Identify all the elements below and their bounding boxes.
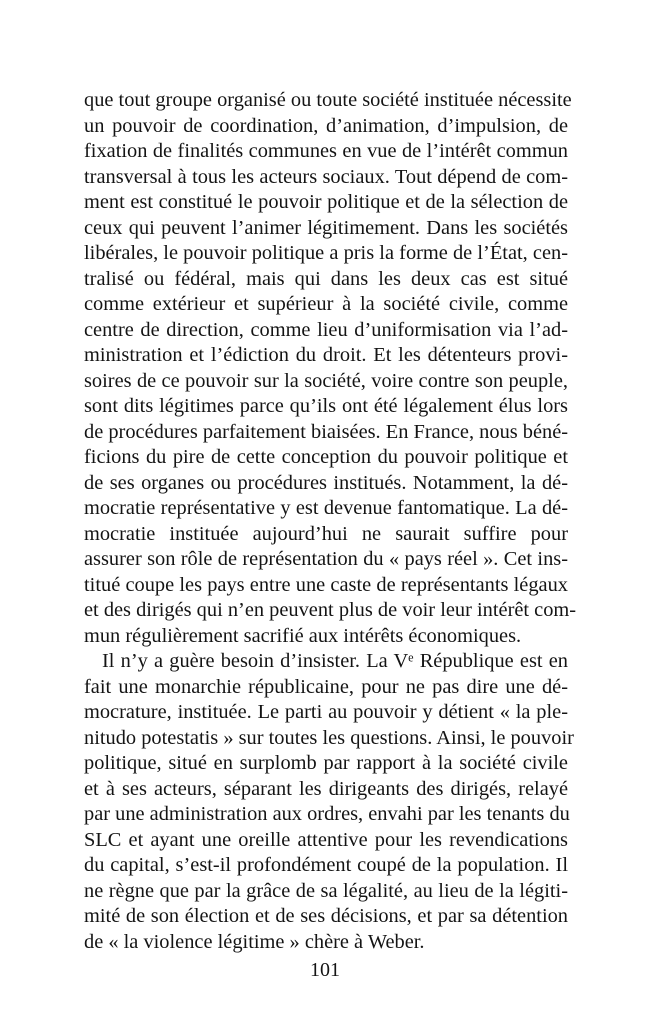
paragraph	[84, 649, 574, 955]
text-line: nitudo potestatis » sur toutes les questions. Ainsi, le pouvoir	[84, 726, 574, 749]
text-line: assurer son rôle de représentation du « pays réel ». Cet ins-	[84, 548, 568, 570]
text-line: mocratie représentative y est devenue fantomatique. La dé-	[84, 497, 568, 519]
text-line: SLC et ayant une oreille attentive pour les revendications	[84, 828, 568, 851]
text-line: ment est constitué le pouvoir politique et de la sélection de	[84, 191, 568, 213]
text-line: ficions du pire de cette conception du pouvoir politique et	[84, 446, 568, 468]
text-line: de ses organes ou procédures institués. Notamment, la dé-	[84, 471, 568, 494]
text-line: Il n’y a guère besoin d’insister. La Vᵉ République est en	[102, 650, 568, 672]
text-line: tralisé ou fédéral, mais qui dans les deux cas est situé	[84, 267, 568, 290]
text-line: sont dits légitimes parce qu’ils ont été légalement élus lors	[84, 395, 568, 417]
text-line: mun régulièrement sacrifié aux intérêts économiques.	[84, 624, 522, 647]
text-line: transversal à tous les acteurs sociaux. Tout dépend de com-	[84, 165, 568, 188]
text-line: politique, situé en surplomb par rapport à la société civile	[84, 752, 568, 774]
page-body	[84, 88, 577, 955]
text-line: et des dirigés qui n’en peuvent plus de voir leur intérêt com-	[84, 599, 577, 621]
text-line: ne règne que par la grâce de sa légalité, au lieu de la légiti-	[84, 879, 568, 902]
text-line: ceux qui peuvent l’animer légitimement. Dans les sociétés	[84, 216, 568, 239]
text-line: mocrature, instituée. Le parti au pouvoir y détient « la ple-	[84, 701, 568, 723]
paragraph	[84, 88, 577, 649]
text-line: ministration et l’édiction du droit. Et les détenteurs provi-	[84, 344, 568, 366]
page-number: 101	[310, 959, 340, 981]
text-line: fait une monarchie républicaine, pour ne pas dire une dé-	[84, 675, 568, 698]
text-line: et à ses acteurs, séparant les dirigeants des dirigés, relayé	[84, 777, 568, 800]
text-line: du capital, s’est-il profondément coupé de la population. Il	[84, 854, 568, 876]
text-line: de procédures parfaitement biaisées. En France, nous béné-	[84, 420, 569, 443]
text-line: comme extérieur et supérieur à la société civile, comme	[84, 293, 568, 315]
text-line: centre de direction, comme lieu d’uniformisation via l’ad-	[84, 318, 568, 341]
text-line: mité de son élection et de ses décisions, et par sa détention	[84, 905, 568, 927]
text-line: fixation de finalités communes en vue de l’intérêt commun	[84, 140, 568, 162]
text-line: soires de ce pouvoir sur la société, voire contre son peuple,	[84, 369, 568, 392]
text-line: de « la violence légitime » chère à Weber.	[84, 930, 425, 953]
text-line: que tout groupe organisé ou toute société instituée nécessite	[84, 89, 572, 111]
text-line: mocratie instituée aujourd’hui ne saurait suffire pour	[84, 522, 568, 545]
text-line: par une administration aux ordres, envahi par les tenants du	[84, 803, 570, 825]
text-line: titué coupe les pays entre une caste de représentants légaux	[84, 573, 568, 596]
text-line: libérales, le pouvoir politique a pris la forme de l’État, cen-	[84, 242, 568, 264]
text-line: un pouvoir de coordination, d’animation, d’impulsion, de	[84, 114, 568, 137]
